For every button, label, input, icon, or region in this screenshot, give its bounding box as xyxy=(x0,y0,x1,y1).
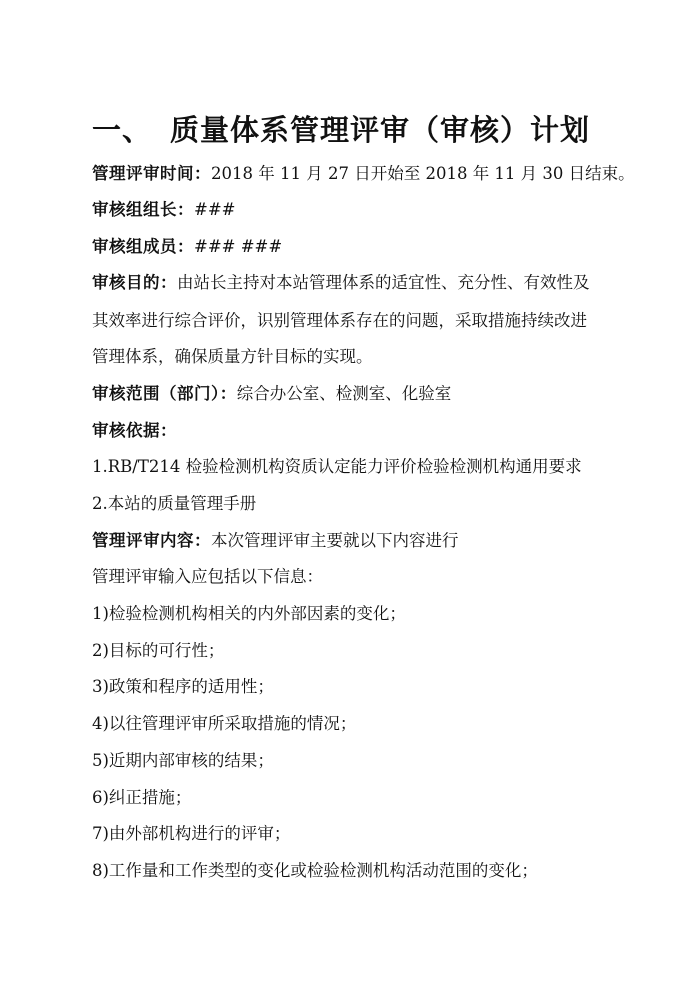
section-title-text: 质量体系管理评审（审核）计划 xyxy=(170,113,591,147)
team-leader-label: 审核组组长： xyxy=(92,200,194,219)
basis-item: 1.RB/T214 检验检测机构资质认定能力评价检验检测机构通用要求 xyxy=(92,457,582,476)
team-leader-line xyxy=(92,199,235,221)
review-time-label: 管理评审时间： xyxy=(92,164,211,183)
purpose-label: 审核目的： xyxy=(92,273,177,292)
content-label: 管理评审内容： xyxy=(92,531,211,550)
content-item: 2)目标的可行性； xyxy=(92,641,225,660)
review-time-value: 2018 年 11 月 27 日开始至 2018 年 11 月 30 日结束。 xyxy=(211,164,635,183)
content-intro: 管理评审输入应包括以下信息： xyxy=(92,567,323,586)
team-members-value: ### ### xyxy=(194,237,283,256)
purpose-line-3: 管理体系，确保质量方针目标的实现。 xyxy=(92,347,373,366)
team-members-line xyxy=(92,236,282,258)
basis-label: 审核依据： xyxy=(92,421,177,440)
purpose-line-2: 其效率进行综合评价，识别管理体系存在的问题，采取措施持续改进 xyxy=(92,311,587,330)
content-item: 8)工作量和工作类型的变化或检验检测机构活动范围的变化； xyxy=(92,861,538,880)
section-number: 一、 xyxy=(92,113,153,147)
content-item: 1)检验检测机构相关的内外部因素的变化； xyxy=(92,604,406,623)
content-item: 7)由外部机构进行的评审； xyxy=(92,824,291,843)
review-time-line xyxy=(92,163,635,185)
team-leader-value: ### xyxy=(194,200,236,219)
content-value: 本次管理评审主要就以下内容进行 xyxy=(211,531,459,550)
content-item: 5)近期内部审核的结果； xyxy=(92,751,274,770)
content-item: 4)以往管理评审所采取措施的情况； xyxy=(92,714,357,733)
content-line xyxy=(92,530,459,552)
content-item: 3)政策和程序的适用性； xyxy=(92,677,274,696)
purpose-text: 由站长主持对本站管理体系的适宜性、充分性、有效性及 xyxy=(177,273,590,292)
scope-label: 审核范围（部门）： xyxy=(92,384,237,403)
scope-line xyxy=(92,383,451,405)
basis-item: 2.本站的质量管理手册 xyxy=(92,494,257,513)
purpose-line-1 xyxy=(92,272,590,294)
team-members-label: 审核组成员： xyxy=(92,237,194,256)
section-title xyxy=(92,108,590,149)
content-item: 6)纠正措施； xyxy=(92,788,192,807)
scope-value: 综合办公室、检测室、化验室 xyxy=(236,384,452,403)
